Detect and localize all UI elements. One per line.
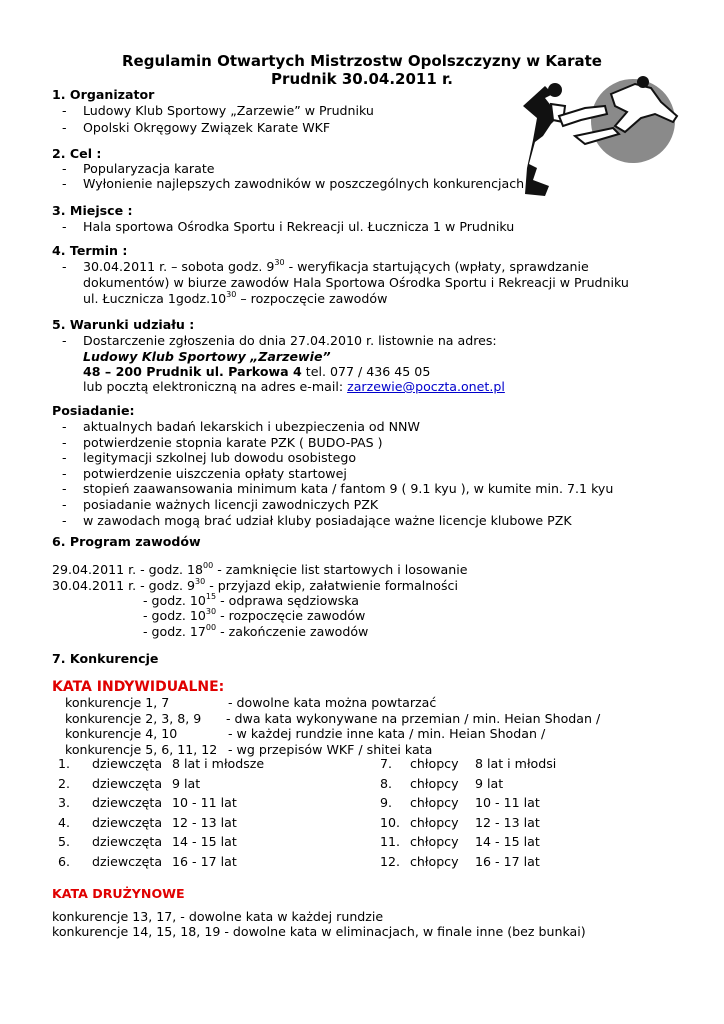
dash: - [62, 497, 67, 512]
category-number: 5. [58, 834, 71, 850]
page-subtitle: Prudnik 30.04.2011 r. [271, 70, 453, 88]
category-gender: chłopcy [410, 814, 459, 830]
category-gender: chłopcy [410, 834, 459, 850]
category-number: 12. [380, 854, 401, 869]
kata-team-heading: KATA DRUŻYNOWE [52, 886, 185, 901]
category-age: 8 lat i młodsi [475, 756, 557, 771]
category-gender: chłopcy [410, 854, 459, 869]
list-item: stopień zaawansowania minimum kata / fantom 9 ( 9.1 kyu ), w kumite min. 7.1 kyu [83, 481, 614, 497]
category-number: 11. [380, 834, 401, 850]
program-row [143, 608, 365, 623]
warunki-line-1: Dostarczenie zgłoszenia do dnia 27.04.2010 r. listownie na adres: [83, 333, 497, 348]
category-number: 1. [58, 756, 71, 771]
konkurencje-rule: - wg przepisów WKF / shitei kata [228, 741, 433, 757]
dash: - [62, 161, 67, 176]
category-age: 12 - 13 lat [172, 814, 237, 830]
category-age: 16 - 17 lat [475, 854, 540, 869]
program-row [143, 624, 368, 639]
category-gender: dziewczęta [92, 775, 163, 791]
termin-line-2: dokumentów) w biurze zawodów Hala Sportowa Ośrodka Sportu i Rekreacji w Prudniku [83, 275, 629, 290]
program-time-minutes: 15 [205, 592, 217, 601]
team-line-2: konkurencje 14, 15, 18, 19 - dowolne kata w eliminacjach, w finale inne (bez bunkai) [52, 924, 586, 939]
list-item: Opolski Okręgowy Związek Karate WKF [83, 120, 331, 135]
program-time-minutes: 00 [205, 623, 217, 632]
category-gender: chłopcy [410, 775, 459, 791]
club-address: 48 – 200 Prudnik ul. Parkowa 4 tel. 077 / 436 45 05 [83, 364, 431, 379]
program-time: - godz. 10 [143, 608, 206, 623]
club-name: Ludowy Klub Sportowy „Zarzewie” [83, 349, 331, 364]
program-time: 30.04.2011 r. - godz. 9 [52, 578, 196, 593]
category-number: 4. [58, 814, 71, 830]
category-number: 3. [58, 795, 71, 811]
team-line-1: konkurencje 13, 17, - dowolne kata w każdej rundzie [52, 909, 384, 924]
program-desc: - rozpoczęcie zawodów [216, 608, 366, 623]
program-row [143, 593, 359, 608]
section-1-heading: 1. Organizator [52, 87, 155, 102]
program-row [52, 578, 458, 593]
dash: - [62, 419, 67, 434]
category-number: 7. [380, 756, 393, 771]
list-item: potwierdzenie uiszczenia opłaty startowej [83, 465, 347, 481]
program-row [52, 562, 467, 577]
section-3-heading: 3. Miejsce : [52, 203, 133, 218]
program-time: - godz. 17 [143, 624, 206, 639]
list-item: Wyłonienie najlepszych zawodników w poszczególnych konkurencjach [83, 176, 525, 191]
list-item: w zawodach mogą brać udział kluby posiadające ważne licencje klubowe PZK [83, 512, 572, 528]
program-desc: - przyjazd ekip, załatwienie formalności [205, 578, 458, 593]
program-time-minutes: 00 [203, 561, 214, 570]
category-number: 2. [58, 775, 71, 791]
category-age: 16 - 17 lat [172, 854, 237, 869]
program-desc: - zamknięcie list startowych i losowanie [213, 562, 468, 577]
program-desc: - zakończenie zawodów [216, 624, 369, 639]
program-time: - godz. 10 [143, 593, 206, 608]
dash: - [62, 120, 67, 135]
list-item: Ludowy Klub Sportowy „Zarzewie” w Prudniku [83, 103, 374, 118]
termin-line-1: 30.04.2011 r. – sobota godz. $9^{30}$ - weryfikacja startujących (wpłaty, sprawdzanie [83, 258, 589, 274]
list-item: potwierdzenie stopnia karate PZK ( BUDO-PAS ) [83, 434, 383, 450]
dash: - [62, 512, 67, 528]
category-age: 9 lat [475, 775, 504, 791]
dash: - [62, 434, 67, 450]
category-gender: chłopcy [410, 795, 459, 811]
category-gender: dziewczęta [92, 834, 163, 850]
dash: - [62, 176, 67, 191]
section-6-heading: 6. Program zawodów [52, 534, 201, 549]
email-link[interactable]: zarzewie@poczta.onet.pl [347, 379, 505, 394]
section-7-heading: 7. Konkurencje [52, 651, 159, 666]
dash: - [62, 259, 67, 274]
list-item: aktualnych badań lekarskich i ubezpieczenia od NNW [83, 419, 420, 434]
konkurencje-label: konkurencje 5, 6, 11, 12 [65, 741, 218, 757]
program-desc: - odprawa sędziowska [216, 593, 360, 608]
category-age: 14 - 15 lat [172, 834, 237, 850]
category-number: 8. [380, 775, 393, 791]
category-gender: dziewczęta [92, 756, 163, 771]
list-item: posiadanie ważnych licencji zawodniczych PZK [83, 497, 379, 512]
section-5-heading: 5. Warunki udziału : [52, 317, 195, 332]
email-line: lub pocztą elektroniczną na adres e-mail: zarzewie@poczta.onet.pl [83, 379, 505, 394]
category-number: 10. [380, 814, 401, 830]
konkurencje-rule: - dowolne kata można powtarzać [228, 695, 437, 710]
list-item: Hala sportowa Ośrodka Sportu i Rekreacji ul. Łucznicza 1 w Prudniku [83, 219, 515, 234]
page-title: Regulamin Otwartych Mistrzostw Opolszczyzny w Karate [122, 52, 602, 70]
section-4-heading: 4. Termin : [52, 243, 128, 258]
category-age: 10 - 11 lat [475, 795, 540, 811]
category-gender: dziewczęta [92, 795, 163, 811]
konkurencje-label: konkurencje 2, 3, 8, 9 [65, 710, 202, 726]
dash: - [62, 333, 67, 348]
program-time-minutes: 30 [205, 607, 217, 616]
dash: - [62, 465, 67, 481]
konkurencje-label: konkurencje 4, 10 [65, 726, 178, 741]
list-item: legitymacji szkolnej lub dowodu osobistego [83, 450, 357, 466]
konkurencje-label: konkurencje 1, 7 [65, 695, 170, 710]
category-gender: dziewczęta [92, 854, 163, 869]
termin-line-3: ul. Łucznicza $1godz.10^{30}$ – rozpoczęcie zawodów [83, 290, 388, 306]
program-time-minutes: 30 [195, 577, 206, 586]
konkurencje-rule: - dwa kata wykonywane na przemian / min. Heian Shodan / [226, 710, 601, 726]
dash: - [62, 219, 67, 234]
section-2-heading: 2. Cel : [52, 146, 102, 161]
category-number: 6. [58, 854, 71, 869]
program-time: 29.04.2011 r. - godz. 18 [52, 562, 204, 577]
category-age: 14 - 15 lat [475, 834, 540, 850]
list-item: Popularyzacja karate [83, 161, 215, 176]
category-gender: dziewczęta [92, 814, 163, 830]
category-age: 12 - 13 lat [475, 814, 540, 830]
konkurencje-rule: - w każdej rundzie inne kata / min. Heian Shodan / [228, 726, 546, 741]
category-age: 8 lat i młodsze [172, 756, 265, 771]
karate-fighters-illustration [515, 76, 700, 206]
category-number: 9. [380, 795, 393, 811]
category-age: 9 lat [172, 775, 201, 791]
posiadanie-heading: Posiadanie: [52, 403, 135, 418]
category-gender: chłopcy [410, 756, 459, 771]
category-age: 10 - 11 lat [172, 795, 237, 811]
dash: - [62, 103, 67, 118]
dash: - [62, 481, 67, 497]
dash: - [62, 450, 67, 466]
kata-individual-heading: KATA INDYWIDUALNE: [52, 679, 225, 695]
